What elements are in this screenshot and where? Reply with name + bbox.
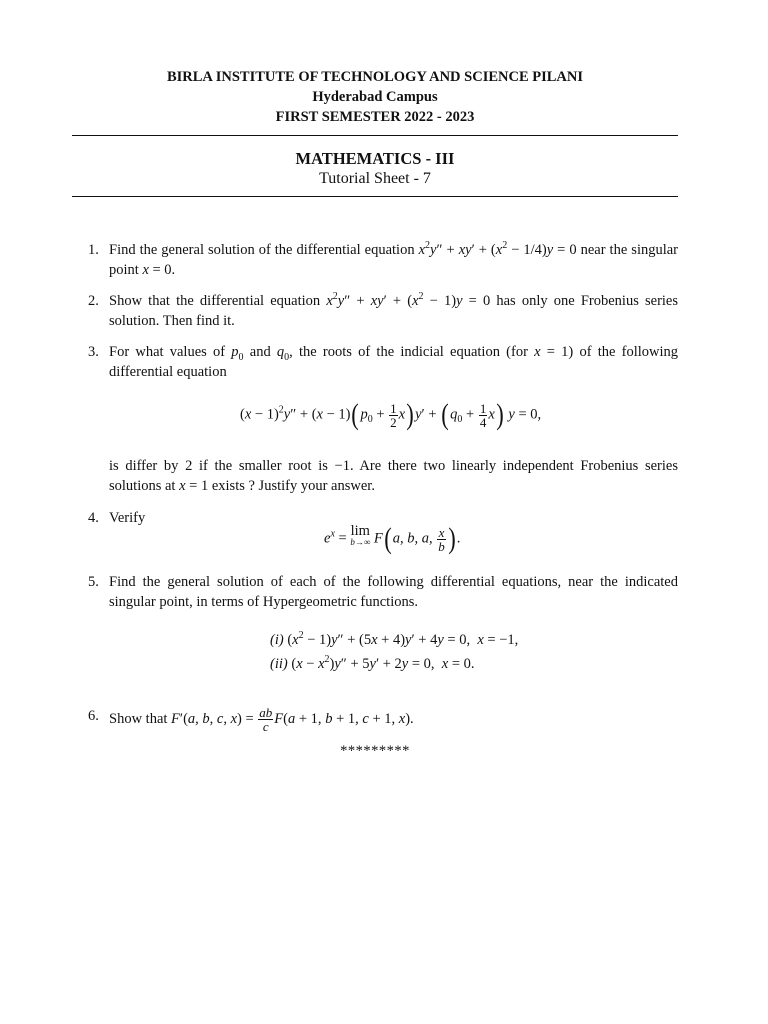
semester-label: FIRST SEMESTER 2022 - 2023 [275,109,475,125]
question-text: Show that the differential equation [109,293,321,309]
question-3-continued: is differ by 2 if the smaller root is −1. Are there two linearly independent Frobenius series solutions at x = 1 exists ? Justify your answer. [109,458,678,494]
question-number: 1. [88,242,99,258]
question-text: differential equation [109,364,227,380]
equation-q5-i: (i) $(x^2 - 1)y'' + (5x + 4)y' + 4y = 0$, x = −1, [270,630,519,648]
header-rule-top [72,135,678,136]
question-text: has only one Frobenius series [496,293,679,309]
question-number: 6. [88,708,99,724]
question-number: 5. [88,574,99,590]
equation-q4: $e^x$ = lim b→∞ F(a, b, a, $\frac{x}{b}$ ). [324,522,461,555]
question-1: 1. Find the general solution of the differential equation $x^2y'' + xy' + (x^2 - 1/4)y = 0$ near the singular point x = 0. [88,240,679,278]
question-text: Find the general solution of the differential equation [109,242,415,258]
question-text: solution. Then find it. [109,313,235,329]
question-text: near the [580,242,628,258]
question-text: and [249,344,271,360]
question-6: 6. Show that F′(a, b, c, x) = $\frac{ab}{c}$ F(a + 1, b + 1, c + 1, x). [88,705,414,734]
question-text: is differ by 2 if the smaller root is −1. Are there two linearly independent Frobenius series [109,458,678,474]
question-text: Find the general solution of each of the following differential equations, near the indicated [109,574,678,590]
question-5 [88,572,678,612]
course-title: MATHEMATICS - III [295,149,455,168]
question-number: 4. [88,510,99,526]
end-marker: ********* [340,743,410,759]
question-number: 2. [88,293,99,309]
question-text: singular point [109,242,679,278]
question-3: 3. For what values of $p_0$ and $q_0$, the roots of the indicial equation (for x = 1) of the following differential equation [88,344,679,380]
institute-name: BIRLA INSTITUTE OF TECHNOLOGY AND SCIENCE PILANI [166,69,584,85]
question-text: , the roots of the indicial equation (for [289,344,528,360]
question-text: Verify [109,510,146,526]
question-text: exists ? Justify your answer. [211,478,375,494]
question-text: ) of the following [568,344,679,360]
equation-q3: $(x - 1)^2y'' + (x - 1)(p_0$ + $\frac{1}{2}$ $x)y' + (q_0$ + $\frac{1}{4}$ x) y = 0, [240,398,542,431]
question-text: singular point, in terms of Hypergeometric functions. [109,594,419,610]
question-text: Show that [109,710,168,727]
question-text: For what values of [109,344,226,360]
question-text: solutions at [109,478,176,494]
question-2: 2. Show that the differential equation $x^2y'' + xy' + (x^2 - 1)y = 0$ has only one Frobenius series solution. Then find it. [88,291,679,329]
campus-name: Hyderabad Campus [312,89,438,105]
header-rule-bottom [72,196,678,197]
course-subtitle: Tutorial Sheet - 7 [319,170,431,187]
question-number: 3. [88,344,99,360]
equation-q5-ii: (ii) $(x - x^2)y'' + 5y' + 2y = 0$, x = 0. [270,654,475,672]
